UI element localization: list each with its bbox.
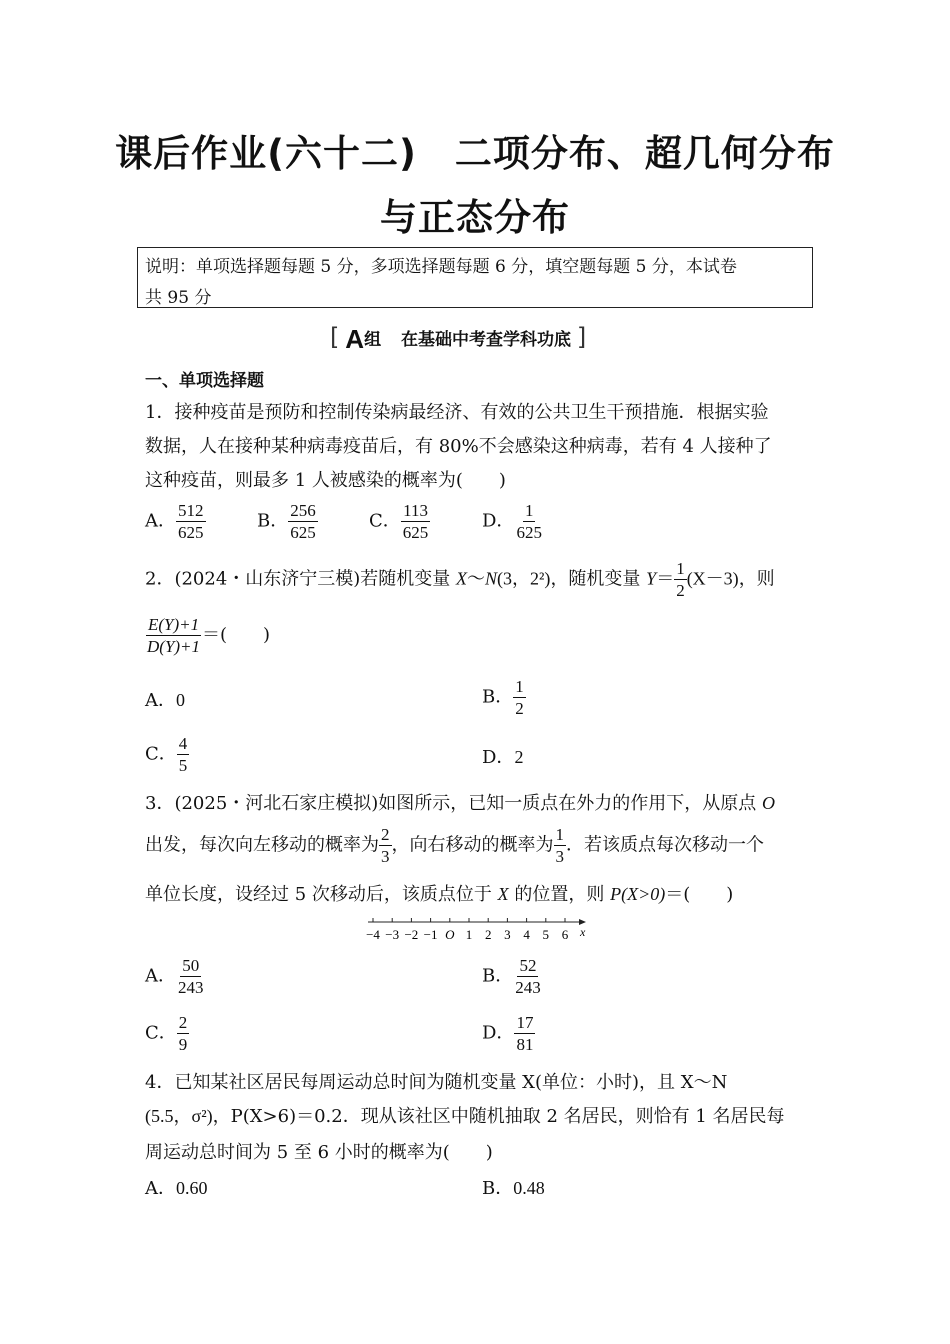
q3-option-d[interactable]: D． $\frac{17}{81}$ — [482, 1013, 534, 1054]
instructions-line1: 说明：单项选择题每题 5 分，多项选择题每题 6 分，填空题每题 5 分，本试卷 — [145, 257, 737, 277]
q1-line1: 1．接种疫苗是预防和控制传染病最经济、有效的公共卫生干预措施．根据实验 — [145, 402, 769, 423]
number-line-label: −1 — [423, 927, 438, 942]
q3-option-a-fraction: $\frac{50}{243}$ — [178, 956, 204, 997]
q3-option-c-fraction: $\frac{2}{9}$ — [178, 1013, 188, 1054]
q2-option-c-fraction: $\frac{4}{5}$ — [178, 734, 188, 775]
q1-option-b-fraction: $\frac{256}{625}$ — [290, 501, 316, 542]
number-line-label: −2 — [404, 927, 419, 942]
q2-option-d[interactable]: D．2 — [482, 747, 524, 768]
q1-option-a[interactable]: A． $\frac{512}{625}$ — [145, 501, 204, 542]
q3-option-d-fraction: $\frac{17}{81}$ — [516, 1013, 534, 1054]
number-line-label: 3 — [504, 927, 511, 942]
q1-option-c-fraction: $\frac{113}{625}$ — [402, 501, 429, 542]
page-title-line2: 与正态分布 — [380, 196, 570, 239]
q4-line3: 周运动总时间为 5 至 6 小时的概率为( ) — [145, 1142, 493, 1163]
number-line-axis-label: x — [580, 925, 586, 939]
q3-option-c[interactable]: C． $\frac{2}{9}$ — [145, 1013, 188, 1054]
group-label: 组 — [364, 330, 382, 350]
q2-option-c[interactable]: C． $\frac{4}{5}$ — [145, 734, 188, 775]
q3-option-b[interactable]: B． $\frac{52}{243}$ — [482, 956, 541, 997]
q3-left-probability: $\frac{2}{3}$ — [381, 825, 390, 866]
number-line-label: 4 — [523, 927, 530, 942]
number-line-label: 1 — [465, 927, 473, 942]
q3-line3: 单位长度，设经过 5 次移动后，该质点位于 X 的位置，则 P(X>0)＝( ) — [145, 884, 734, 905]
group-header — [330, 323, 587, 354]
q3-line2: 出发，每次向左移动的概率为 $\frac{2}{3}$ ，向右移动的概率为 $\frac{1}{3}$ ．若该质点每次移动一个 — [145, 825, 764, 866]
q1-line2: 数据，人在接种某种病毒疫苗后，有 80%不会感染这种病毒，若有 4 人接种了 — [145, 436, 772, 457]
q2-line2: $\frac{E(Y)+1}{D(Y)+1}$ ＝( ) — [147, 615, 271, 656]
q3-option-b-fraction: $\frac{52}{243}$ — [515, 956, 541, 997]
group-title: 在基础中考查学科功底 — [401, 330, 571, 350]
q1-option-d-fraction: $\frac{1}{625}$ — [516, 501, 542, 542]
number-line-figure — [360, 912, 590, 946]
q1-option-b[interactable]: B． $\frac{256}{625}$ — [257, 501, 316, 542]
q3-line1: 3．(2025・河北石家庄模拟)如图所示，已知一质点在外力的作用下，从原点 O — [145, 793, 776, 814]
q1-option-c[interactable]: C． $\frac{113}{625}$ — [369, 501, 429, 542]
q4-line1: 4．已知某社区居民每周运动总时间为随机变量 X(单位：小时)，且 X～N — [145, 1072, 728, 1093]
group-badge: A — [345, 324, 365, 354]
q2-option-b[interactable]: B． $\frac{1}{2}$ — [482, 677, 524, 718]
number-line-label: 6 — [561, 927, 569, 942]
group-bracket-close: ] — [576, 323, 587, 351]
q4-line2: (5.5，σ²)，P(X>6)＝0.2．现从该社区中随机抽取 2 名居民，则恰有 1 名居民每 — [145, 1106, 785, 1127]
page-title-line1: 课后作业(六十二) 二项分布、超几何分布 — [115, 132, 835, 175]
instructions-line2: 共 95 分 — [145, 288, 212, 308]
number-line-label: −3 — [385, 927, 400, 942]
number-line-label: O — [445, 927, 455, 942]
group-bracket-open: [ — [330, 323, 340, 351]
number-line-label: −4 — [366, 927, 380, 942]
number-line-label: 5 — [542, 927, 550, 942]
q1-line3: 这种疫苗，则最多 1 人被感染的概率为( ) — [145, 470, 506, 491]
q2-option-b-fraction: $\frac{1}{2}$ — [515, 677, 524, 718]
q2-line1: 2．(2024・山东济宁三模)若随机变量 X～N(3，2²)，随机变量 Y＝ $\frac{1}{2}$ (X－3)，则 — [145, 559, 775, 600]
q1-option-a-fraction: $\frac{512}{625}$ — [178, 501, 204, 542]
q2-expectation-fraction: $\frac{E(Y)+1}{D(Y)+1}$ — [147, 615, 201, 656]
q4-option-b[interactable]: B．0.48 — [482, 1178, 545, 1199]
q2-option-a[interactable]: A．0 — [145, 690, 185, 711]
section-title: 一、单项选择题 — [145, 371, 264, 391]
q3-option-a[interactable]: A． $\frac{50}{243}$ — [145, 956, 204, 997]
q4-option-a[interactable]: A．0.60 — [145, 1178, 208, 1199]
q2-half-fraction: $\frac{1}{2}$ — [676, 559, 685, 600]
number-line-label: 2 — [484, 927, 492, 942]
q1-option-d[interactable]: D． $\frac{1}{625}$ — [482, 501, 542, 542]
q3-right-probability: $\frac{1}{3}$ — [555, 825, 564, 866]
